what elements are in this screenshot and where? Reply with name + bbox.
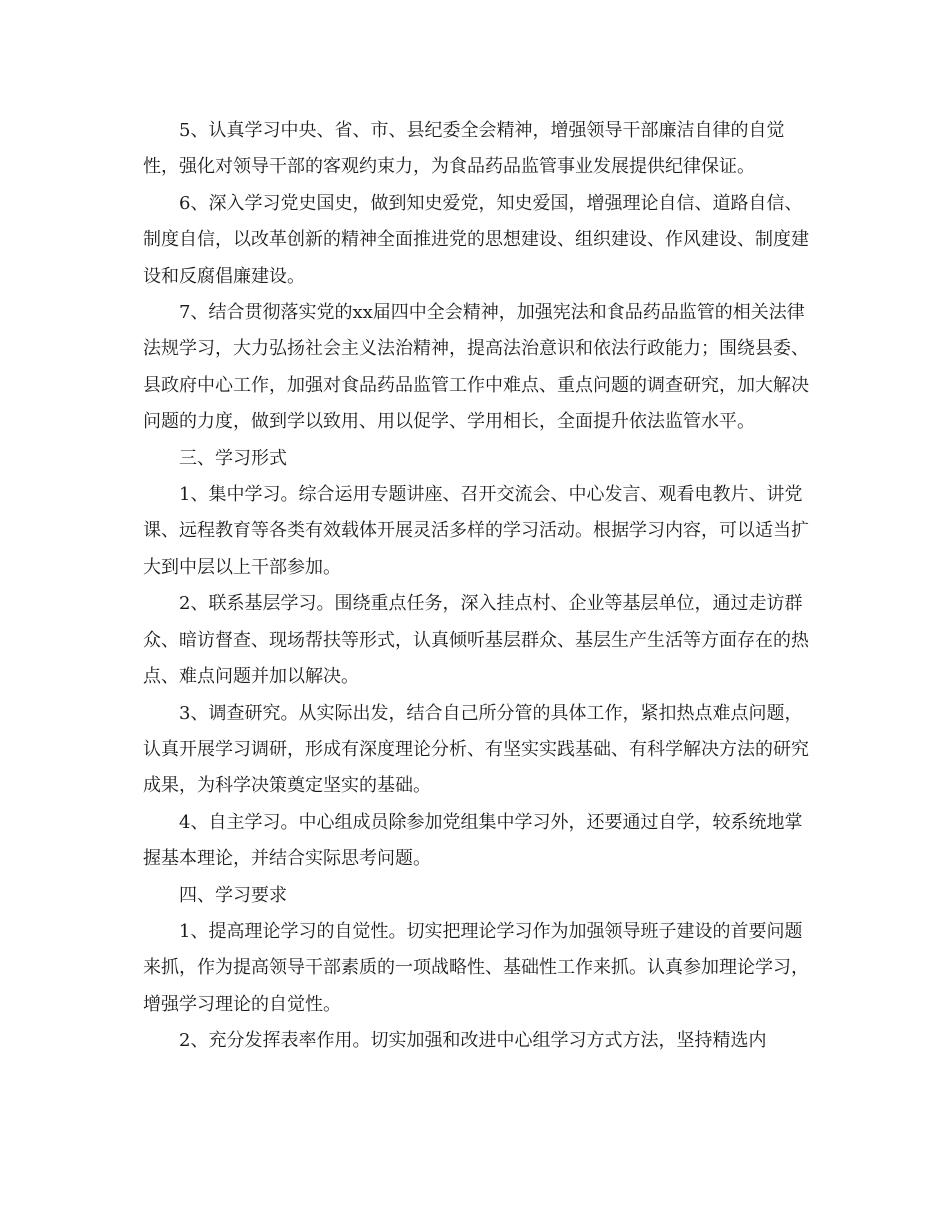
paragraph-item-6: 6、深入学习党史国史，做到知史爱党，知史爱国，增强理论自信、道路自信、制度自信，以改革创新的精神全面推进党的思想建设、组织建设、作风建设、制度建设和反腐倡廉建设。 — [143, 192, 809, 287]
section-heading-study-forms: 三、学习形式 — [179, 447, 287, 469]
paragraph-form-1: 1、集中学习。综合运用专题讲座、召开交流会、中心发言、观看电教片、讲党课、远程教育等各类有效载体开展灵活多样的学习活动。根据学习内容，可以适当扩大到中层以上干部参加。 — [143, 484, 809, 578]
paragraph-requirement-1: 1、提高理论学习的自觉性。切实把理论学习作为加强领导班子建设的首要问题来抓，作为提高领导干部素质的一项战略性、基础性工作来抓。认真参加理论学习，增强学习理论的自觉性。 — [143, 920, 809, 1015]
paragraph-item-7: 7、结合贯彻落实党的xx届四中全会精神，加强宪法和食品药品监管的相关法律法规学习，大力弘扬社会主义法治精神，提高法治意识和依法行政能力；围绕县委、县政府中心工作，加强对食品药品监管工作中难点、重点问题的调查研究，加大解决问题的力度，做到学以致用、用以促学、学用相长，全面提升依法监管水平。 — [143, 302, 809, 433]
paragraph-form-4: 4、自主学习。中心组成员除参加党组集中学习外，还要通过自学，较系统地掌握基本理论，并结合实际思考问题。 — [143, 811, 803, 870]
paragraph-form-2: 2、联系基层学习。围绕重点任务，深入挂点村、企业等基层单位，通过走访群众、暗访督查、现场帮扶等形式，认真倾听基层群众、基层生产生活等方面存在的热点、难点问题并加以解决。 — [143, 593, 809, 688]
document-body — [143, 113, 813, 1060]
paragraph-item-5: 5、认真学习中央、省、市、县纪委全会精神，增强领导干部廉洁自律的自觉性，强化对领导干部的客观约束力，为食品药品监管事业发展提供纪律保证。 — [143, 120, 785, 178]
paragraph-requirement-2: 2、充分发挥表率作用。切实加强和改进中心组学习方式方法，坚持精选内 — [179, 1030, 767, 1052]
paragraph-form-3: 3、调查研究。从实际出发，结合自己所分管的具体工作，紧扣热点难点问题，认真开展学习调研，形成有深度理论分析、有坚实实践基础、有科学解决方法的研究成果，为科学决策奠定坚实的基础。 — [143, 702, 809, 797]
section-heading-study-requirements: 四、学习要求 — [179, 884, 287, 906]
